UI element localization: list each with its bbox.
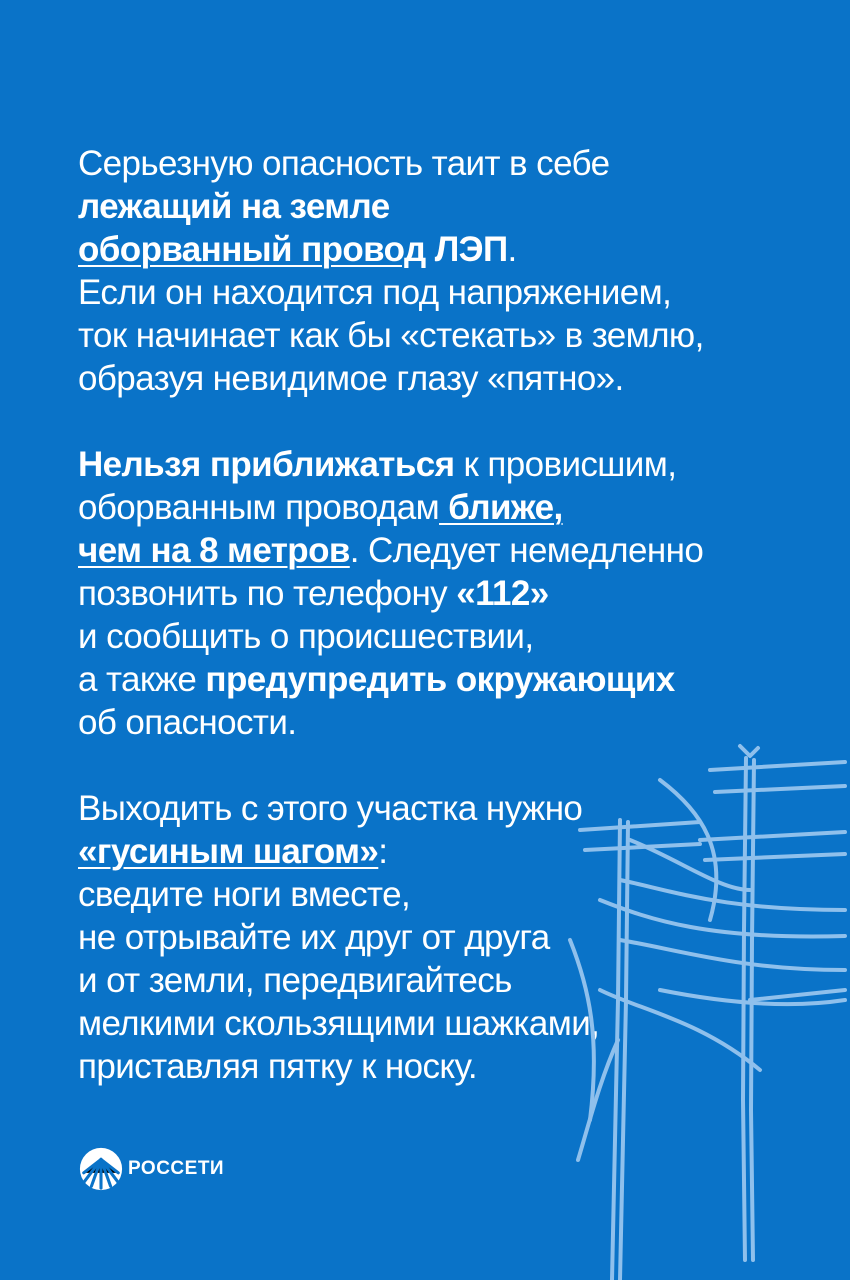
- text-line: [78, 443, 818, 486]
- underlined-bold-text: оборванный провод: [78, 230, 426, 269]
- text-fragment: позвонить по телефону: [78, 574, 457, 613]
- text-line: [78, 185, 818, 228]
- text-fragment: а также: [78, 660, 206, 699]
- text-line: [78, 658, 818, 701]
- paragraph-instructions: [78, 787, 818, 1088]
- paragraph-danger: [78, 142, 818, 400]
- text-line: [78, 529, 818, 572]
- text-fragment: оборванным проводам: [78, 488, 440, 527]
- text-line: и сообщить о происшествии,: [78, 617, 534, 656]
- text-line: не отрывайте их друг от друга: [78, 918, 550, 957]
- text-fragment: .: [507, 230, 517, 269]
- rosseti-logo-icon: [78, 1146, 124, 1192]
- bold-text: предупредить окружающих: [205, 660, 675, 699]
- rosseti-logo: [78, 1145, 224, 1193]
- paragraph-spacer: [78, 744, 818, 787]
- text-line: Если он находится под напряжением,: [78, 273, 672, 312]
- text-line: [78, 228, 818, 271]
- emergency-number: «112»: [456, 574, 549, 613]
- bold-text: ЛЭП: [425, 230, 508, 269]
- text-line: сведите ноги вместе,: [78, 875, 411, 914]
- paragraph-warning: [78, 443, 818, 744]
- underlined-bold-text: «гусиным шагом»: [78, 832, 379, 871]
- text-line: [78, 830, 818, 873]
- text-line: мелкими скользящими шажками,: [78, 1004, 600, 1043]
- text-fragment: к провисшим,: [454, 445, 677, 484]
- text-line: Выходить с этого участка нужно: [78, 789, 583, 828]
- logo-text: РОССЕТИ: [128, 1158, 225, 1179]
- text-line: [78, 572, 818, 615]
- underlined-bold-text: ближе,: [439, 488, 563, 527]
- text-line: образуя невидимое глазу «пятно».: [78, 359, 624, 398]
- main-text: [78, 142, 818, 1088]
- bold-text: Нельзя приближаться: [78, 445, 455, 484]
- bold-text: лежащий на земле: [78, 187, 390, 226]
- text-line: ток начинает как бы «стекать» в землю,: [78, 316, 704, 355]
- text-line: [78, 486, 818, 529]
- text-fragment: . Следует немедленно: [349, 531, 704, 570]
- underlined-bold-text: чем на 8 метров: [78, 531, 350, 570]
- text-line: Серьезную опасность таит в себе: [78, 144, 610, 183]
- text-fragment: :: [378, 832, 388, 871]
- paragraph-spacer: [78, 400, 818, 443]
- text-line: и от земли, передвигайтесь: [78, 961, 512, 1000]
- text-line: приставляя пятку к носку.: [78, 1047, 478, 1086]
- text-line: об опасности.: [78, 703, 297, 742]
